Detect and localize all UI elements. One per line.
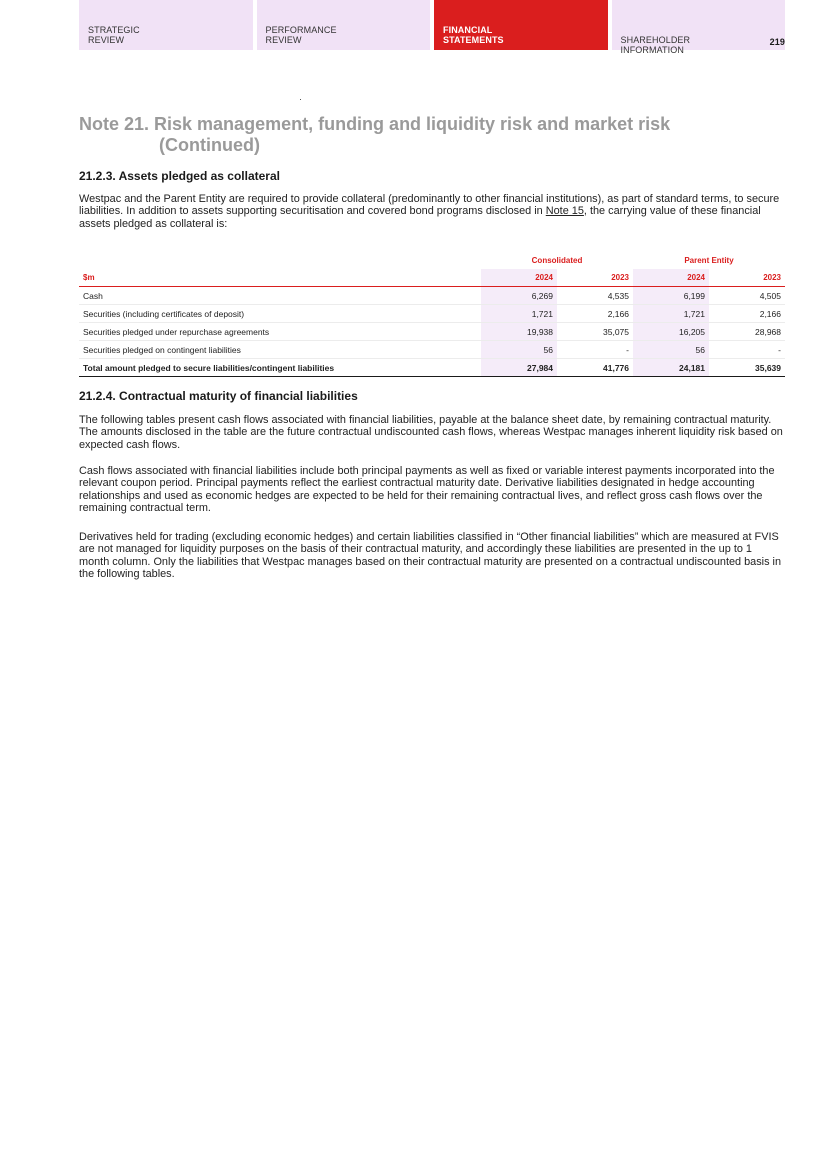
row-label: Cash [79,287,481,305]
total-value: 41,776 [557,359,633,377]
cell-value: 4,535 [557,287,633,305]
group-parent-entity: Parent Entity [684,256,734,265]
total-value: 24,181 [633,359,709,377]
tab-shareholder-label: SHAREHOLDER INFORMATION [620,35,691,55]
table-row [79,323,785,341]
cell-value: 56 [633,341,709,359]
section-nav [79,0,785,55]
total-value: 35,639 [709,359,785,377]
year-consolidated-2024: 2024 [481,269,557,287]
cell-value: 1,721 [633,305,709,323]
maturity-paragraph-3: Derivatives held for trading (excluding economic hedges) and certain liabilities classified in “Other financial liabilities” which are measured at FVIS are not managed for liquidity purposes on the basis of their contractual maturity, and accordingly these liabilities are presented in the up to 1 month column. Only the liabilities that Westpac manages based on their contractual maturity are presented on a contractual undiscounted basis in the following tables. [79,531,782,581]
maturity-paragraph-2: Cash flows associated with financial liabilities include both principal payments as well as fixed or variable interest payments incorporated into the relevant coupon period. Principal payments reflect the earliest contractual maturity date. Derivative liabilities designated in hedge accounting relationships and used as economic hedges are expected to be held for their remaining contractual lives, and reflect gross cash flows over the remaining contractual term. [79,465,775,515]
cell-value: 28,968 [709,323,785,341]
cell-value: - [709,341,785,359]
row-label: Securities pledged under repurchase agreements [79,323,481,341]
table-row [79,287,785,305]
cell-value: 2,166 [557,305,633,323]
collateral-table [79,252,785,377]
note-title-line2: (Continued) [159,135,260,155]
note-title-line1: Note 21. Risk management, funding and liquidity risk and market risk [79,114,671,134]
page-number: 219 [769,37,785,47]
cell-value: 35,075 [557,323,633,341]
cell-value: 16,205 [633,323,709,341]
cell-value: - [557,341,633,359]
tab-strategic-review[interactable]: STRATEGIC REVIEW [79,0,253,50]
table-year-header-row [79,269,785,287]
group-consolidated: Consolidated [531,256,583,265]
note-title [79,114,785,156]
table-row [79,341,785,359]
unit-label: $m [79,269,481,287]
row-label: Securities (including certificates of deposit) [79,305,481,323]
cell-value: 6,269 [481,287,557,305]
section-heading-assets-pledged: 21.2.3. Assets pledged as collateral [79,169,280,183]
table-row [79,305,785,323]
cell-value: 56 [481,341,557,359]
year-consolidated-2023: 2023 [557,269,633,287]
para-text-before-link: Westpac and the Parent Entity are required to provide collateral (predominantly to other financial institutions), as part of standard terms, to secure liabilities. In addition to assets supporting securitisation and covered bond programs disclosed in [79,193,780,218]
table-total-row [79,359,785,377]
cell-value: 1,721 [481,305,557,323]
cell-value: 2,166 [709,305,785,323]
total-value: 27,984 [481,359,557,377]
cell-value: 19,938 [481,323,557,341]
row-label: Securities pledged on contingent liabilities [79,341,481,359]
assets-pledged-paragraph [79,193,785,230]
note-15-link[interactable]: Note 15 [545,205,584,218]
para-text-after-link: , the carrying value of these financial assets pledged as collateral is: [79,205,761,230]
total-label: Total amount pledged to secure liabilities/contingent liabilities [79,359,481,377]
year-parent-2024: 2024 [633,269,709,287]
tab-financial-statements[interactable]: FINANCIAL STATEMENTS [434,0,608,50]
tab-shareholder-information[interactable] [612,0,786,55]
cell-value: 4,505 [709,287,785,305]
stray-dot [300,99,301,100]
tab-performance-review[interactable]: PERFORMANCE REVIEW [257,0,431,50]
table-group-header-row [79,252,785,269]
year-parent-2023: 2023 [709,269,785,287]
cell-value: 6,199 [633,287,709,305]
maturity-paragraph-1: The following tables present cash flows associated with financial liabilities, payable at the balance sheet date, by remaining contractual maturity. The amounts disclosed in the table are the future contractual undiscounted cash flows, whereas Westpac manages inherent liquidity risk based on expected cash flows. [79,414,783,451]
section-heading-contractual-maturity: 21.2.4. Contractual maturity of financial liabilities [79,389,358,403]
